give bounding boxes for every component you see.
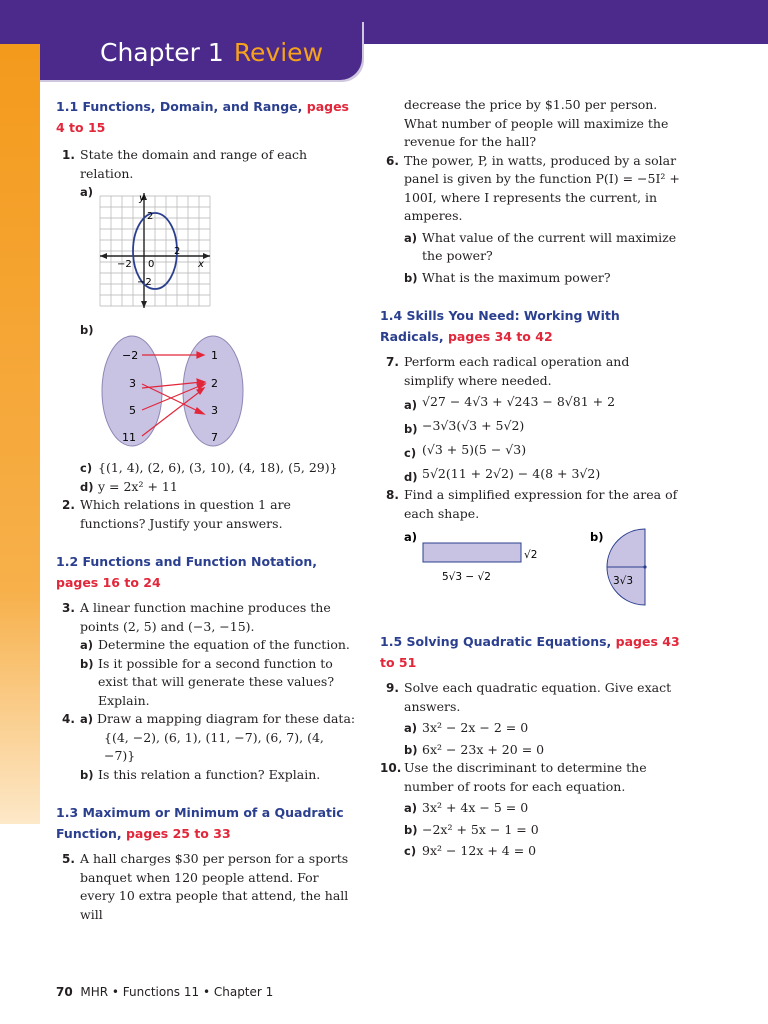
part-label: a) xyxy=(80,712,94,726)
range-value: 7 xyxy=(211,431,218,444)
q10c xyxy=(380,842,680,861)
q9a xyxy=(380,719,680,738)
part-label: a) xyxy=(80,638,94,652)
tick-x-2: 2 xyxy=(174,246,181,257)
page-number: 70 xyxy=(56,985,73,999)
q9b xyxy=(380,741,680,760)
q1b-row xyxy=(56,321,356,335)
part-text: √27 − 4√3 + √243 − 8√81 + 2 xyxy=(422,394,616,409)
question-number: 2. xyxy=(62,498,75,512)
y-label: y xyxy=(139,193,145,204)
part-label: b) xyxy=(404,742,418,757)
part-label: b) xyxy=(80,656,94,671)
section-1-5-heading xyxy=(380,631,680,673)
section-title: 1.1 Functions, Domain, and Range, xyxy=(56,99,303,114)
part-text: (√3 + 5)(5 − √3) xyxy=(422,442,527,457)
x-axis-arrow-left xyxy=(100,253,107,259)
tick-y-neg2: −2 xyxy=(137,277,152,288)
part-label: a) xyxy=(404,801,418,815)
question-number: 5. xyxy=(62,852,75,866)
part-label: b) xyxy=(404,822,418,837)
q10a xyxy=(380,799,680,818)
question-5-continued: decrease the price by $1.50 per person. What number of people will maximize the revenue for the hall? xyxy=(404,97,669,149)
q3b xyxy=(56,655,356,711)
section-pages: pages 43 to 51 xyxy=(380,634,680,670)
center-point xyxy=(643,565,646,568)
chapter-label: Chapter 1 xyxy=(100,38,224,67)
q8-shapes xyxy=(380,527,680,617)
q1a-graph xyxy=(56,187,356,317)
radius-label: 3√3 xyxy=(613,575,634,587)
section-pages: pages 4 to 15 xyxy=(56,99,349,135)
question-7 xyxy=(380,353,680,390)
range-value: 3 xyxy=(211,404,218,417)
question-text: Solve each quadratic equation. Give exact answers. xyxy=(404,680,672,714)
part-text: 6x² − 23x + 20 = 0 xyxy=(422,741,545,757)
range-value: 2 xyxy=(211,377,218,390)
part-text: −2x² + 5x − 1 = 0 xyxy=(422,821,539,837)
section-title: 1.2 Functions and Function Notation, xyxy=(56,554,317,569)
page-footer xyxy=(56,985,273,999)
rect-width-label: 5√3 − √2 xyxy=(442,571,491,583)
part-label: a) xyxy=(404,398,418,412)
part-label: b) xyxy=(80,767,94,782)
domain-value: 5 xyxy=(129,404,136,417)
range-value: 1 xyxy=(211,349,218,362)
question-number: 6. xyxy=(386,153,399,168)
question-2 xyxy=(56,496,356,533)
y-axis-arrow-down xyxy=(141,301,147,308)
q1a-row xyxy=(56,183,356,199)
section-1-1-heading xyxy=(56,96,356,138)
question-number: 7. xyxy=(386,355,399,369)
tick-y-2: 2 xyxy=(147,211,154,222)
part-text: 3x² − 2x − 2 = 0 xyxy=(422,720,529,735)
q6b xyxy=(380,269,680,288)
part-label: b) xyxy=(80,323,94,337)
section-title: 1.3 Maximum or Minimum of a Quadratic Function, xyxy=(56,805,344,841)
part-text: Is this relation a function? Explain. xyxy=(98,766,321,782)
part-label: a) xyxy=(404,530,418,544)
part-text: What is the maximum power? xyxy=(422,269,611,285)
rectangle-shape xyxy=(423,543,521,562)
part-text: Determine the equation of the function. xyxy=(98,637,350,652)
domain-value: 3 xyxy=(129,377,136,390)
part-text: {(1, 4), (2, 6), (3, 10), (4, 18), (5, 29)} xyxy=(98,460,338,475)
section-1-2-heading xyxy=(56,551,356,593)
question-number: 8. xyxy=(386,488,399,502)
right-column xyxy=(380,96,680,861)
question-10 xyxy=(380,759,680,796)
q1d xyxy=(56,478,356,497)
question-text: A hall charges $30 per person for a sports banquet when 120 people attend. For every 10 extra people that attend, the hall will xyxy=(80,851,349,922)
q6a xyxy=(380,229,680,266)
section-pages: pages 25 to 33 xyxy=(125,826,231,841)
section-pages: pages 34 to 42 xyxy=(447,329,553,344)
part-label: b) xyxy=(404,270,418,285)
part-text: Is it possible for a second function to exist that will generate these values? Explain. xyxy=(98,655,335,708)
review-label: Review xyxy=(233,38,324,67)
domain-value: −2 xyxy=(122,349,139,362)
question-8 xyxy=(380,486,680,523)
part-label: d) xyxy=(404,470,418,484)
domain-value: 11 xyxy=(122,431,136,444)
question-text: Which relations in question 1 are functions? Justify your answers. xyxy=(80,497,291,531)
question-4 xyxy=(56,710,356,729)
side-stripe xyxy=(0,44,40,824)
part-label: a) xyxy=(80,185,94,199)
question-text: Use the discriminant to determine the number of roots for each equation. xyxy=(404,760,647,794)
q1c xyxy=(56,459,356,478)
question-text: State the domain and range of each relation. xyxy=(80,147,308,181)
left-column xyxy=(56,96,356,924)
part-label: b) xyxy=(404,422,418,436)
question-number: 3. xyxy=(62,601,75,615)
question-text: A linear function machine produces the points (2, 5) and (−3, −15). xyxy=(80,600,331,634)
question-text: The power, P, in watts, produced by a solar panel is given by the function P(I) = −5I² + 100I, where I represents the current, in amperes. xyxy=(404,152,680,223)
part-text: What value of the current will maximize the power? xyxy=(422,229,677,263)
origin-label: 0 xyxy=(148,259,155,270)
part-label: d) xyxy=(80,479,94,494)
q1b-mapping-diagram xyxy=(56,333,356,453)
question-number: 1. xyxy=(62,148,75,162)
x-axis-arrow-right xyxy=(203,253,210,259)
question-3 xyxy=(56,599,356,636)
q10b xyxy=(380,821,680,840)
section-pages: pages 16 to 24 xyxy=(56,575,161,590)
q4-data: {(4, −2), (6, 1), (11, −7), (6, 7), (4, −7)} xyxy=(104,729,324,763)
part-text: 5√2(11 + 2√2) − 4(8 + 3√2) xyxy=(422,466,601,481)
question-text: Perform each radical operation and simplify where needed. xyxy=(404,354,630,388)
q7c xyxy=(380,438,680,462)
question-5 xyxy=(56,850,356,924)
part-label: c) xyxy=(404,446,417,460)
section-title: 1.5 Solving Quadratic Equations, xyxy=(380,634,612,649)
q4b xyxy=(56,766,356,785)
q7b xyxy=(380,414,680,438)
question-6 xyxy=(380,152,680,226)
q3a xyxy=(56,636,356,655)
footer-text: MHR • Functions 11 • Chapter 1 xyxy=(80,985,274,999)
part-label: a) xyxy=(404,230,418,245)
question-number: 10. xyxy=(380,761,402,775)
section-title: 1.4 Skills You Need: Working With Radicals, xyxy=(380,308,620,344)
part-text: 9x² − 12x + 4 = 0 xyxy=(422,843,537,858)
question-1 xyxy=(56,146,356,183)
q7d xyxy=(380,462,680,486)
q7a xyxy=(380,390,680,414)
part-label: c) xyxy=(80,461,93,475)
part-text: y = 2x² + 11 xyxy=(98,478,178,494)
part-text: 3x² + 4x − 5 = 0 xyxy=(422,800,529,815)
x-label: x xyxy=(198,259,204,270)
part-label: b) xyxy=(590,530,604,544)
question-number: 4. xyxy=(62,712,75,726)
part-text: Draw a mapping diagram for these data: xyxy=(97,711,356,726)
question-9 xyxy=(380,679,680,716)
section-1-3-heading xyxy=(56,802,356,844)
chapter-title xyxy=(100,38,323,67)
section-1-4-heading xyxy=(380,305,680,347)
tick-x-neg2: −2 xyxy=(117,259,132,270)
question-number: 9. xyxy=(386,681,399,695)
question-text: Find a simplified expression for the area of each shape. xyxy=(404,487,678,521)
part-text: −3√3(√3 + 5√2) xyxy=(422,418,525,433)
part-label: a) xyxy=(404,721,418,735)
part-label: c) xyxy=(404,844,417,858)
rect-height-label: √2 xyxy=(524,549,538,561)
